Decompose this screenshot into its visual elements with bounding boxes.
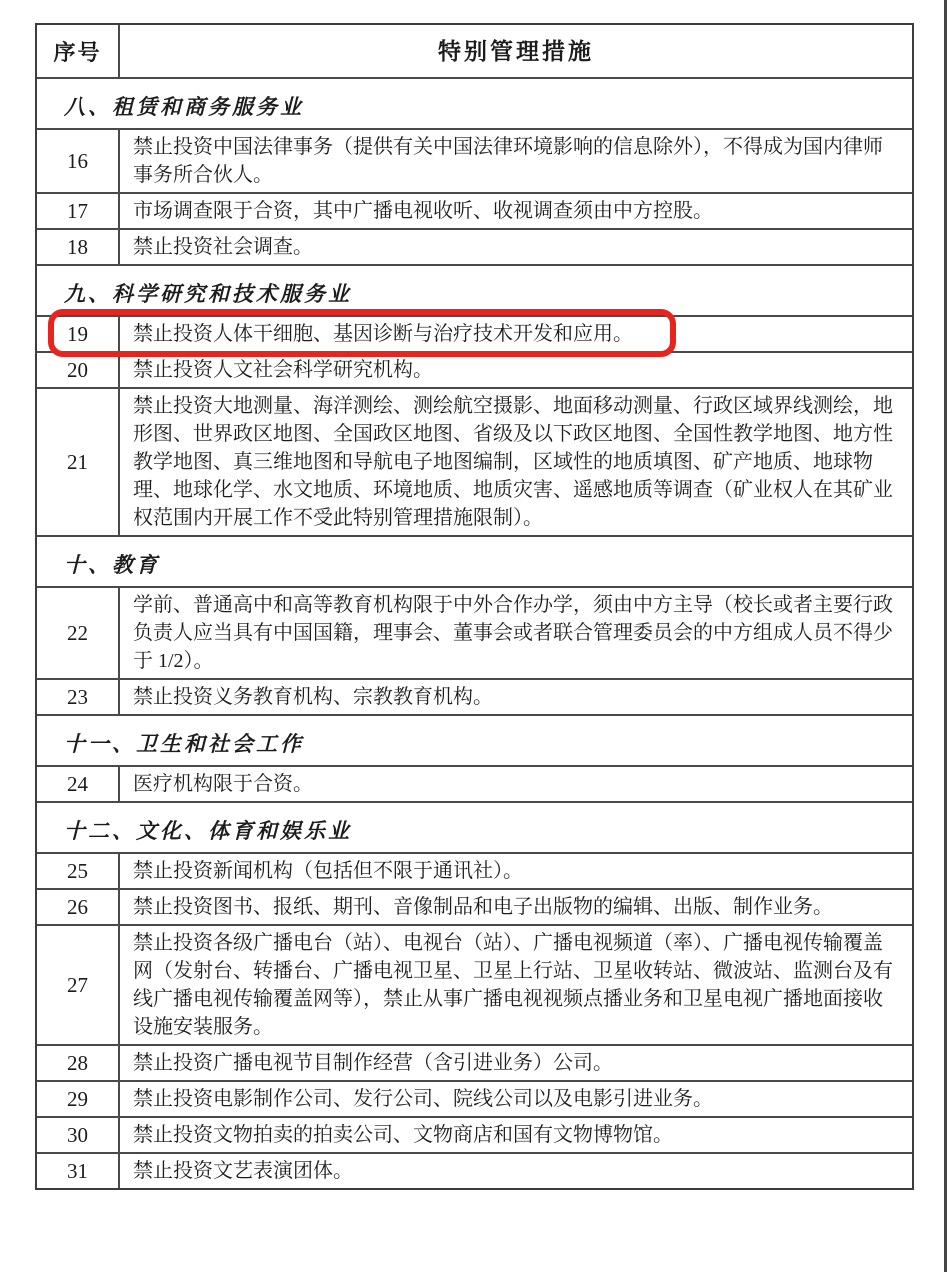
row-measure-cell — [120, 1118, 912, 1152]
row-number: 30 — [67, 1122, 88, 1147]
header-measures-label: 特别管理措施 — [438, 38, 594, 64]
row-measure-cell — [120, 767, 912, 801]
row-measure-text: 禁止投资文物拍卖的拍卖公司、文物商店和国有文物博物馆。 — [133, 1124, 673, 1146]
row-number: 29 — [67, 1086, 88, 1111]
row-measure-text: 禁止投资电影制作公司、发行公司、院线公司以及电影引进业务。 — [133, 1088, 713, 1110]
header-number-label: 序号 — [53, 39, 102, 65]
row-measure-text: 禁止投资图书、报纸、期刊、音像制品和电子出版物的编辑、出版、制作业务。 — [133, 896, 833, 918]
row-number: 18 — [67, 234, 88, 259]
row-measure-cell — [120, 680, 912, 714]
row-number: 16 — [67, 148, 88, 173]
table-row — [37, 192, 912, 228]
row-number-cell — [37, 1118, 120, 1152]
row-number: 31 — [67, 1158, 88, 1183]
table-row — [37, 128, 912, 192]
row-number-cell — [37, 1154, 120, 1188]
row-number-cell — [37, 130, 120, 192]
row-measure-text: 学前、普通高中和高等教育机构限于中外合作办学，须由中方主导（校长或者主要行政负责人应当具有中国国籍，理事会、董事会或者联合管理委员会的中方组成人员不得少于 1/2）。 — [133, 594, 893, 672]
row-measure-text: 禁止投资义务教育机构、宗教教育机构。 — [133, 686, 493, 708]
table-row — [37, 1080, 912, 1116]
row-measure-text: 禁止投资人文社会科学研究机构。 — [133, 359, 433, 381]
section-row — [37, 801, 912, 852]
row-number-cell — [37, 926, 120, 1044]
row-number-cell — [37, 194, 120, 228]
row-number: 24 — [67, 771, 88, 796]
row-number-cell — [37, 389, 120, 535]
row-number: 28 — [67, 1050, 88, 1075]
table-row — [37, 852, 912, 888]
row-measure-text: 禁止投资新闻机构（包括但不限于通讯社）。 — [133, 860, 523, 882]
row-number-cell — [37, 588, 120, 678]
table-header-row — [37, 25, 912, 77]
row-number: 21 — [67, 449, 88, 474]
row-measure-text: 禁止投资社会调查。 — [133, 236, 313, 258]
row-measure-cell — [120, 353, 912, 387]
row-number-cell — [37, 353, 120, 387]
table-row — [37, 924, 912, 1044]
row-number: 25 — [67, 858, 88, 883]
row-measure-cell — [120, 194, 912, 228]
table-row — [37, 888, 912, 924]
row-measure-text: 禁止投资文艺表演团体。 — [133, 1160, 353, 1182]
row-measure-cell — [120, 588, 912, 678]
measures-table — [35, 23, 914, 1190]
row-measure-text: 禁止投资各级广播电台（站）、电视台（站）、广播电视频道（率）、广播电视传输覆盖网（发射台、转播台、广播电视卫星、卫星上行站、卫星收转站、微波站、监测台及有线广播电视传输覆盖网等），禁止从事广播电视视频点播业务和卫星电视广播地面接收设施安装服务。 — [133, 932, 893, 1038]
row-number-cell — [37, 680, 120, 714]
section-title: 十一、卫生和社会工作 — [64, 731, 304, 756]
row-number: 26 — [67, 894, 88, 919]
row-number-cell — [37, 1046, 120, 1080]
section-title: 十、教育 — [64, 552, 160, 577]
header-cell-number — [37, 25, 120, 77]
row-measure-text: 禁止投资大地测量、海洋测绘、测绘航空摄影、地面移动测量、行政区域界线测绘，地形图、世界政区地图、全国政区地图、省级及以下政区地图、全国性教学地图、地方性教学地图、真三维地图和导航电子地图编制，区域性的地质填图、矿产地质、地球物理、地球化学、水文地质、环境地质、地质灾害、遥感地质等调查（矿业权人在其矿业权范围内开展工作不受此特别管理措施限制）。 — [133, 395, 893, 529]
page-right-edge-line — [944, 0, 947, 1272]
row-number: 27 — [67, 972, 88, 997]
section-title: 九、科学研究和技术服务业 — [64, 281, 352, 306]
section-row — [37, 714, 912, 765]
row-measure-text: 禁止投资人体干细胞、基因诊断与治疗技术开发和应用。 — [133, 323, 633, 345]
row-number-cell — [37, 854, 120, 888]
table-row — [37, 1152, 912, 1188]
row-number: 20 — [67, 357, 88, 382]
section-row — [37, 264, 912, 315]
header-cell-measures — [120, 25, 912, 77]
row-measure-cell — [120, 1082, 912, 1116]
table-row — [37, 1044, 912, 1080]
row-measure-cell — [120, 389, 912, 535]
row-measure-cell — [120, 317, 912, 351]
section-row — [37, 535, 912, 586]
row-number: 23 — [67, 684, 88, 709]
row-number: 19 — [67, 321, 88, 346]
row-measure-cell — [120, 890, 912, 924]
table-row — [37, 586, 912, 678]
table-row — [37, 765, 912, 801]
row-number-cell — [37, 317, 120, 351]
section-title: 十二、文化、体育和娱乐业 — [64, 818, 352, 843]
row-number-cell — [37, 890, 120, 924]
table-row — [37, 387, 912, 535]
table-row — [37, 1116, 912, 1152]
row-measure-text: 禁止投资广播电视节目制作经营（含引进业务）公司。 — [133, 1052, 613, 1074]
row-number-cell — [37, 1082, 120, 1116]
row-measure-cell — [120, 1154, 912, 1188]
row-measure-cell — [120, 130, 912, 192]
row-measure-text: 市场调查限于合资，其中广播电视收听、收视调查须由中方控股。 — [133, 200, 713, 222]
table-row — [37, 228, 912, 264]
row-measure-cell — [120, 230, 912, 264]
table-row — [37, 678, 912, 714]
table-row — [37, 351, 912, 387]
row-measure-text: 禁止投资中国法律事务（提供有关中国法律环境影响的信息除外），不得成为国内律师事务所合伙人。 — [133, 136, 883, 186]
row-measure-text: 医疗机构限于合资。 — [133, 773, 313, 795]
section-row — [37, 77, 912, 128]
row-number-cell — [37, 230, 120, 264]
table-row — [37, 315, 912, 351]
row-measure-cell — [120, 854, 912, 888]
row-measure-cell — [120, 1046, 912, 1080]
row-number: 22 — [67, 620, 88, 645]
section-title: 八、租赁和商务服务业 — [64, 94, 304, 119]
row-number-cell — [37, 767, 120, 801]
row-measure-cell — [120, 926, 912, 1044]
row-number: 17 — [67, 198, 88, 223]
